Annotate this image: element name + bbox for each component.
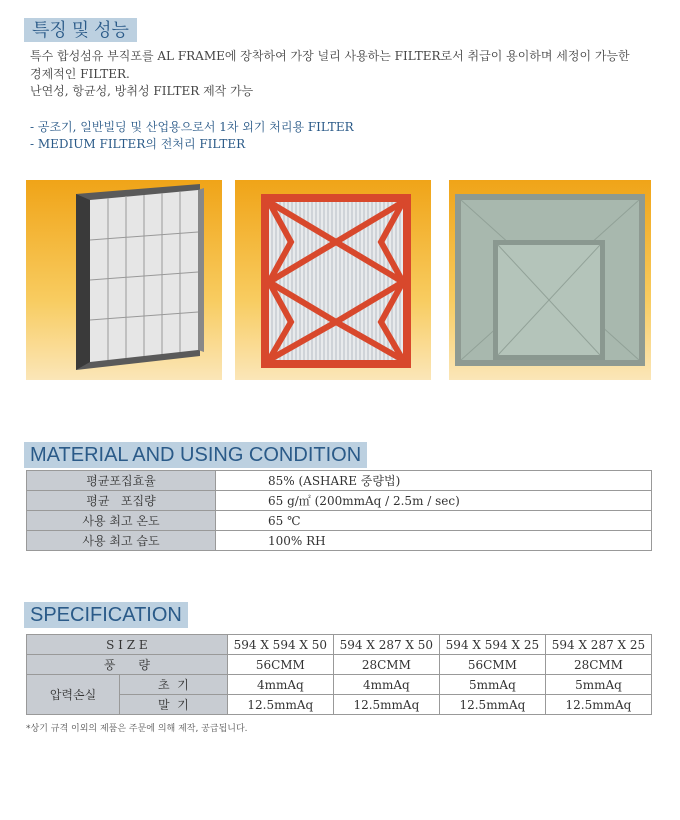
final-label: 말 기 xyxy=(120,695,228,715)
initial-cell: 5mmAq xyxy=(545,675,651,695)
row-value: 85% (ASHARE 중량법) xyxy=(216,471,652,491)
final-cell: 12.5mmAq xyxy=(227,695,333,715)
final-cell: 12.5mmAq xyxy=(545,695,651,715)
row-value: 65 ℃ xyxy=(216,511,652,531)
airflow-cell: 56CMM xyxy=(227,655,333,675)
size-cell: 594 X 594 X 25 xyxy=(439,635,545,655)
size-cell: 594 X 287 X 25 xyxy=(545,635,651,655)
initial-label: 초 기 xyxy=(120,675,228,695)
features-title: 특징 및 성능 xyxy=(24,18,137,42)
product-photo-frame-filter xyxy=(26,180,222,380)
product-photo-panel-filters xyxy=(449,180,651,380)
feature-bullet: - 공조기, 일반빌딩 및 산업용으로서 1차 외기 처리용 FILTER xyxy=(30,120,354,134)
row-label: 평균 포집량 xyxy=(27,491,216,511)
material-title: MATERIAL AND USING CONDITION xyxy=(24,442,367,468)
row-value: 65 g/㎡ (200mmAq / 2.5m / sec) xyxy=(216,491,652,511)
footnote: *상기 규격 이외의 제품은 주문에 의해 제작, 공급됩니다. xyxy=(26,724,248,734)
row-label: 사용 최고 습도 xyxy=(27,531,216,551)
size-label: S I Z E xyxy=(27,635,228,655)
final-cell: 12.5mmAq xyxy=(439,695,545,715)
features-line: 특수 합성섬유 부직포를 AL FRAME에 장착하여 가장 널리 사용하는 FILTER로서 취급이 용이하며 세정이 가능한 xyxy=(30,49,630,63)
row-label: 평균포집효율 xyxy=(27,471,216,491)
airflow-cell: 28CMM xyxy=(545,655,651,675)
material-table xyxy=(26,470,652,551)
features-line: 난연성, 항균성, 방취성 FILTER 제작 가능 xyxy=(30,84,254,98)
size-cell: 594 X 287 X 50 xyxy=(333,635,439,655)
row-label: 사용 최고 온도 xyxy=(27,511,216,531)
table-row xyxy=(27,491,652,511)
features-line: 경제적인 FILTER. xyxy=(30,67,130,81)
initial-cell: 5mmAq xyxy=(439,675,545,695)
row-value: 100% RH xyxy=(216,531,652,551)
feature-bullet: - MEDIUM FILTER의 전처리 FILTER xyxy=(30,137,246,151)
initial-cell: 4mmAq xyxy=(227,675,333,695)
specification-table xyxy=(26,634,652,715)
table-row xyxy=(27,695,652,715)
table-row xyxy=(27,635,652,655)
size-cell: 594 X 594 X 50 xyxy=(227,635,333,655)
airflow-cell: 56CMM xyxy=(439,655,545,675)
table-row xyxy=(27,675,652,695)
table-row xyxy=(27,531,652,551)
table-row xyxy=(27,655,652,675)
product-photo-red-filter xyxy=(235,180,431,380)
airflow-cell: 28CMM xyxy=(333,655,439,675)
pressure-loss-label: 압력손실 xyxy=(27,675,120,715)
table-row xyxy=(27,471,652,491)
table-row xyxy=(27,511,652,531)
specification-title: SPECIFICATION xyxy=(24,602,188,628)
initial-cell: 4mmAq xyxy=(333,675,439,695)
final-cell: 12.5mmAq xyxy=(333,695,439,715)
airflow-label: 풍 량 xyxy=(27,655,228,675)
